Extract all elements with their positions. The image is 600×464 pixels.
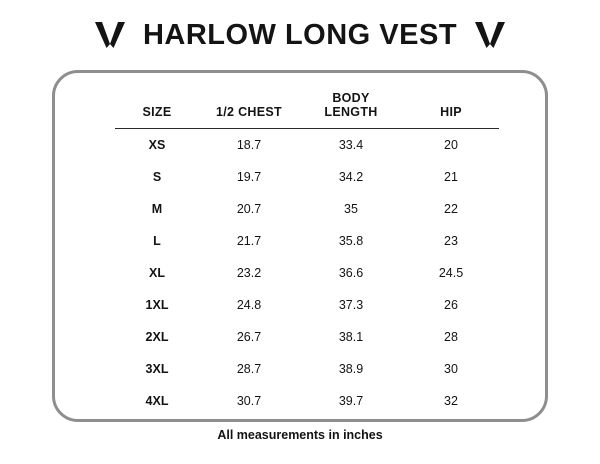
table-row [115, 225, 499, 257]
column-header-half-chest: 1/2 CHEST [216, 105, 282, 120]
table-row [115, 321, 499, 353]
table-row [115, 385, 499, 417]
cell-body-length: 34.2 [338, 169, 364, 184]
column-header-size: SIZE [142, 105, 172, 120]
table-header-row [115, 89, 499, 128]
cell-half-chest: 20.7 [236, 201, 262, 216]
cell-body-length: 39.7 [338, 393, 364, 408]
column-header-hip: HIP [440, 105, 462, 120]
table-row [115, 128, 499, 161]
cell-size: S [152, 169, 162, 184]
cell-body-length: 37.3 [338, 297, 364, 312]
cell-hip: 26 [444, 297, 458, 312]
cell-hip: 23 [444, 233, 458, 248]
cell-hip: 32 [444, 393, 458, 408]
column-header-body-length: BODY LENGTH [324, 91, 378, 120]
size-table [115, 89, 499, 417]
cell-size: 4XL [145, 393, 169, 408]
table-row [115, 289, 499, 321]
cell-body-length: 38.9 [338, 361, 364, 376]
cell-size: L [153, 233, 161, 248]
cell-body-length: 36.6 [338, 265, 364, 280]
chevron-v-logo-left [93, 18, 127, 52]
table-row [115, 353, 499, 385]
cell-half-chest: 30.7 [236, 393, 262, 408]
page-title: HARLOW LONG VEST [142, 18, 458, 51]
cell-body-length: 35.8 [338, 233, 364, 248]
size-table-wrapper [115, 89, 499, 417]
chevron-v-logo-right [473, 18, 507, 52]
cell-body-length: 35 [344, 201, 358, 216]
cell-half-chest: 28.7 [236, 361, 262, 376]
measurement-note: All measurements in inches [217, 428, 383, 442]
cell-hip: 30 [444, 361, 458, 376]
cell-hip: 24.5 [438, 265, 464, 280]
cell-size: 1XL [145, 297, 169, 312]
table-row [115, 193, 499, 225]
cell-hip: 20 [444, 137, 458, 152]
cell-hip: 28 [444, 329, 458, 344]
cell-hip: 22 [444, 201, 458, 216]
header [0, 0, 600, 62]
cell-size: 2XL [145, 329, 169, 344]
cell-size: 3XL [145, 361, 169, 376]
cell-hip: 21 [444, 169, 458, 184]
cell-half-chest: 24.8 [236, 297, 262, 312]
cell-half-chest: 18.7 [236, 137, 262, 152]
table-row [115, 161, 499, 193]
cell-body-length: 38.1 [338, 329, 364, 344]
cell-half-chest: 21.7 [236, 233, 262, 248]
size-chart-card [52, 70, 548, 422]
cell-half-chest: 19.7 [236, 169, 262, 184]
cell-size: XL [149, 265, 165, 280]
cell-size: XS [148, 137, 166, 152]
cell-body-length: 33.4 [338, 137, 364, 152]
table-header [115, 89, 499, 128]
cell-half-chest: 23.2 [236, 265, 262, 280]
cell-half-chest: 26.7 [236, 329, 262, 344]
table-body [115, 128, 499, 417]
table-row [115, 257, 499, 289]
cell-size: M [151, 201, 163, 216]
